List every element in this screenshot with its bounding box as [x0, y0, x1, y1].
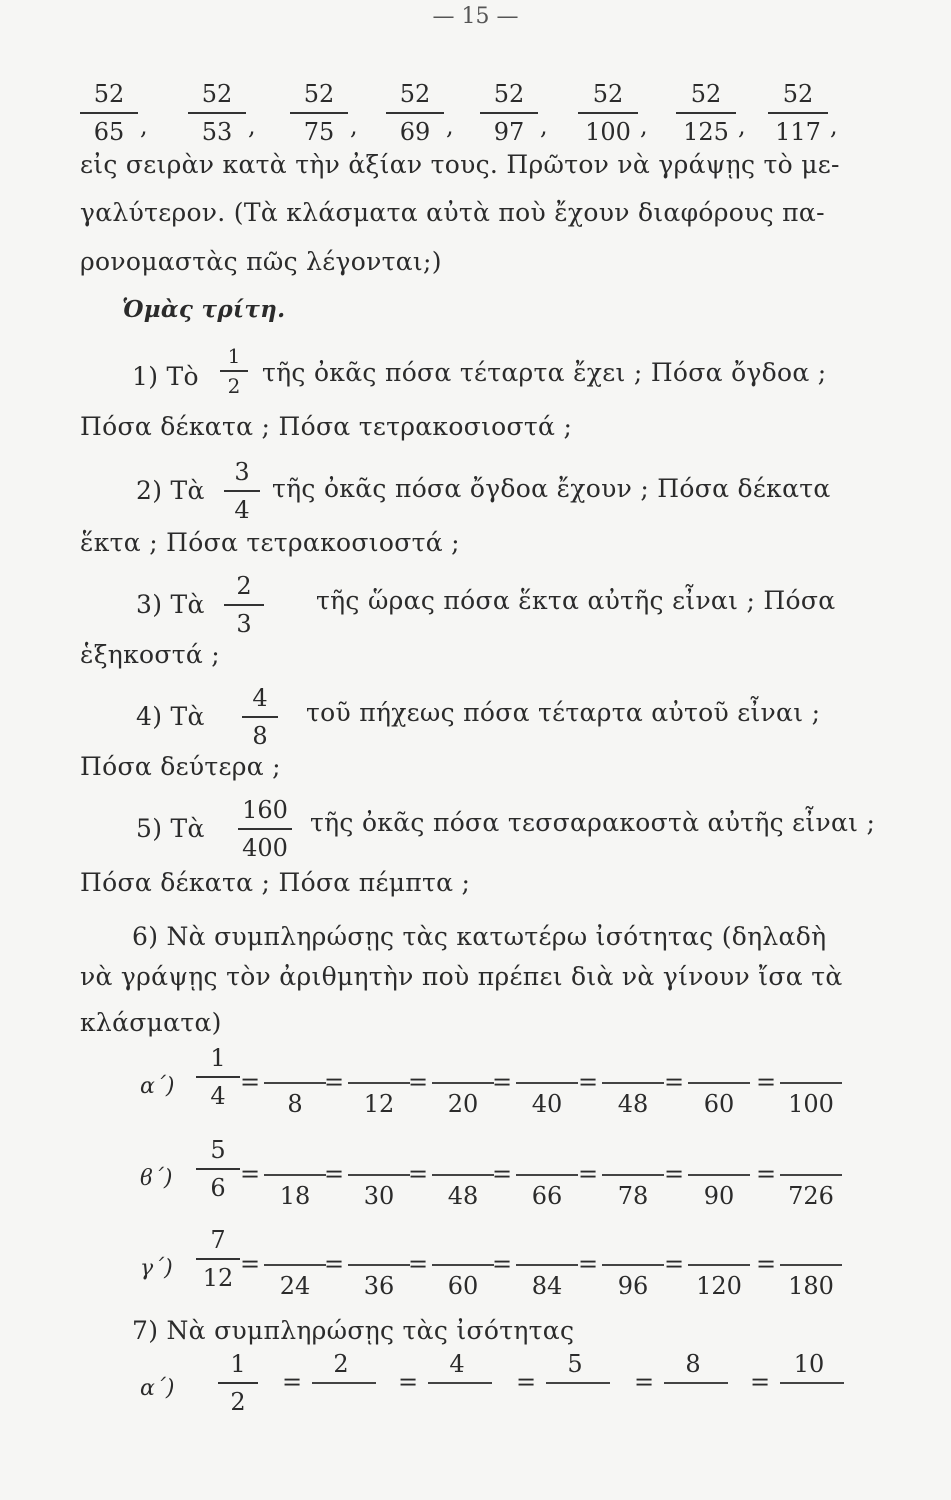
equals-sign: = [240, 1160, 261, 1188]
numerator-blank [688, 1082, 750, 1084]
denominator: 97 [493, 117, 525, 146]
numerator: 5 [210, 1136, 226, 1164]
series-fraction [188, 82, 246, 144]
numerator: 52 [399, 80, 431, 108]
series-fraction [676, 82, 736, 144]
numerator-blank [264, 1174, 326, 1176]
denominator-blank [428, 1382, 492, 1384]
series-fraction [578, 82, 638, 144]
equals-sign: = [324, 1160, 345, 1188]
denominator: 8 [252, 721, 268, 750]
equals-sign: = [756, 1068, 777, 1096]
problem-fraction [220, 346, 248, 396]
numerator: 2 [236, 572, 252, 600]
intro-line: εἰς σειρὰν κατὰ τὴν ἀξίαν τους. Πρῶτον νὰ γράψῃς τὸ με- [80, 150, 840, 179]
problem-text: τοῦ πήχεως πόσα τέταρτα αὐτοῦ εἶναι ; [306, 698, 821, 727]
given-fraction [218, 1352, 258, 1414]
numerator-blank [516, 1264, 578, 1266]
denominator: 40 [531, 1090, 563, 1118]
denominator-blank [546, 1382, 610, 1384]
denominator: 90 [703, 1182, 735, 1210]
denominator: 20 [447, 1090, 479, 1118]
numerator: 8 [685, 1350, 701, 1378]
comma: , [540, 112, 548, 140]
denominator: 180 [788, 1272, 834, 1300]
row-label: α΄) [140, 1074, 175, 1099]
equals-sign: = [578, 1250, 599, 1278]
problem-6-line: 6) Νὰ συμπληρώσῃς τὰς κατωτέρω ἰσότητας (δηλαδὴ [132, 922, 827, 951]
numerator-blank [348, 1264, 410, 1266]
numerator: 2 [333, 1350, 349, 1378]
equals-sign: = [578, 1068, 599, 1096]
problem-text: τῆς ὀκᾶς πόσα τεσσαρακοστὰ αὐτῆς εἶναι ; [310, 808, 876, 837]
problem-continuation: ἕκτα ; Πόσα τετρακοσιοστά ; [80, 528, 460, 557]
comma: , [248, 112, 256, 140]
numerator-blank [432, 1174, 494, 1176]
denominator: 3 [236, 609, 252, 638]
equals-sign: = [324, 1250, 345, 1278]
problem-continuation: Πόσα δέκατα ; Πόσα τετρακοσιοστά ; [80, 412, 573, 441]
denominator: 60 [703, 1090, 735, 1118]
equals-sign: = [240, 1250, 261, 1278]
numerator: 160 [242, 796, 288, 824]
denominator: 30 [363, 1182, 395, 1210]
denominator: 120 [696, 1272, 742, 1300]
equals-sign: = [282, 1368, 303, 1396]
comma: , [640, 112, 648, 140]
intro-line: ρονομαστὰς πῶς λέγονται;) [80, 247, 442, 276]
denominator: 4 [210, 1081, 226, 1110]
numerator-blank [780, 1264, 842, 1266]
numerator-blank [688, 1174, 750, 1176]
equals-sign: = [750, 1368, 771, 1396]
equals-sign: = [664, 1068, 685, 1096]
denominator: 12 [363, 1090, 395, 1118]
denominator: 100 [585, 117, 631, 146]
denominator: 24 [279, 1272, 311, 1300]
problem-label: 2) Τὰ [136, 476, 205, 505]
denominator: 400 [242, 833, 288, 862]
numerator: 52 [782, 80, 814, 108]
numerator: 52 [592, 80, 624, 108]
denominator: 65 [93, 117, 125, 146]
problem-text: τῆς ὀκᾶς πόσα τέταρτα ἔχει ; Πόσα ὄγδοα ; [262, 358, 827, 387]
comma: , [350, 112, 358, 140]
numerator: 52 [303, 80, 335, 108]
given-fraction [196, 1228, 240, 1290]
denominator: 117 [775, 117, 821, 146]
denominator: 69 [399, 117, 431, 146]
comma: , [738, 112, 746, 140]
numerator: 1 [230, 1350, 246, 1378]
problem-7-line: 7) Νὰ συμπληρώσῃς τὰς ἰσότητας [132, 1316, 575, 1345]
denominator: 18 [279, 1182, 311, 1210]
denominator: 12 [202, 1263, 234, 1292]
numerator: 4 [449, 1350, 465, 1378]
numerator-blank [602, 1174, 664, 1176]
series-fraction [386, 82, 444, 144]
denominator: 66 [531, 1182, 563, 1210]
numerator: 1 [227, 344, 241, 368]
equals-sign: = [634, 1368, 655, 1396]
denominator: 84 [531, 1272, 563, 1300]
equals-sign: = [492, 1160, 513, 1188]
denominator-blank [780, 1382, 844, 1384]
problem-fraction [224, 460, 260, 522]
page-number: — 15 — [432, 4, 519, 29]
numerator: 3 [234, 458, 250, 486]
denominator: 48 [617, 1090, 649, 1118]
numerator-blank [516, 1174, 578, 1176]
given-fraction [196, 1138, 240, 1200]
numerator: 52 [93, 80, 125, 108]
denominator: 36 [363, 1272, 395, 1300]
numerator-blank [264, 1264, 326, 1266]
equals-sign: = [408, 1068, 429, 1096]
equals-sign: = [492, 1250, 513, 1278]
denominator: 96 [617, 1272, 649, 1300]
denominator-blank [312, 1382, 376, 1384]
equals-sign: = [664, 1250, 685, 1278]
equals-sign: = [324, 1068, 345, 1096]
problem-6-line: κλάσματα) [80, 1008, 222, 1037]
equals-sign: = [756, 1250, 777, 1278]
equals-sign: = [664, 1160, 685, 1188]
series-fraction [480, 82, 538, 144]
series-fraction [290, 82, 348, 144]
comma: , [140, 112, 148, 140]
denominator: 4 [234, 495, 250, 524]
numerator-blank [348, 1082, 410, 1084]
numerator-blank [688, 1264, 750, 1266]
problem-text: τῆς ὥρας πόσα ἕκτα αὐτῆς εἶναι ; Πόσα [316, 586, 836, 615]
problem-label: 5) Τὰ [136, 814, 205, 843]
row-label: ϐ΄) [140, 1166, 173, 1191]
problem-continuation: ἑξηκοστά ; [80, 640, 220, 669]
equals-sign: = [516, 1368, 537, 1396]
denominator: 8 [287, 1090, 303, 1118]
numerator: 7 [210, 1226, 226, 1254]
equals-sign: = [240, 1068, 261, 1096]
row-label: γ΄) [140, 1256, 173, 1281]
problem-fraction [224, 574, 264, 636]
denominator: 78 [617, 1182, 649, 1210]
denominator: 726 [788, 1182, 834, 1210]
numerator: 52 [690, 80, 722, 108]
equals-sign: = [492, 1068, 513, 1096]
comma: , [830, 112, 838, 140]
row-label: α΄) [140, 1376, 175, 1401]
numerator-blank [516, 1082, 578, 1084]
numerator: 52 [201, 80, 233, 108]
numerator: 10 [793, 1350, 825, 1378]
numerator-blank [602, 1264, 664, 1266]
numerator-blank [432, 1082, 494, 1084]
denominator: 60 [447, 1272, 479, 1300]
numerator-blank [432, 1264, 494, 1266]
problem-6-line: νὰ γράψῃς τὸν ἀριθμητὴν ποὺ πρέπει διὰ νὰ γίνουν ἴσα τὰ [80, 962, 843, 991]
denominator: 125 [683, 117, 729, 146]
intro-line: γαλύτερον. (Τὰ κλάσματα αὐτὰ ποὺ ἔχουν διαφόρους πα- [80, 198, 825, 227]
numerator: 5 [567, 1350, 583, 1378]
problem-label: 3) Τὰ [136, 590, 205, 619]
numerator-blank [780, 1174, 842, 1176]
given-fraction [196, 1046, 240, 1108]
denominator: 6 [210, 1173, 226, 1202]
denominator: 100 [788, 1090, 834, 1118]
group-heading: Ὁμὰς τρίτη. [122, 296, 286, 323]
problem-fraction [238, 798, 292, 860]
problem-label: 4) Τὰ [136, 702, 205, 731]
equals-sign: = [408, 1250, 429, 1278]
problem-label: 1) Τὸ [132, 362, 199, 391]
series-fraction [80, 82, 138, 144]
numerator-blank [602, 1082, 664, 1084]
problem-fraction [242, 686, 278, 748]
series-fraction [768, 82, 828, 144]
denominator: 53 [201, 117, 233, 146]
equals-sign: = [398, 1368, 419, 1396]
denominator: 2 [227, 373, 241, 398]
numerator: 52 [493, 80, 525, 108]
denominator: 48 [447, 1182, 479, 1210]
denominator-blank [664, 1382, 728, 1384]
comma: , [446, 112, 454, 140]
numerator: 4 [252, 684, 268, 712]
equals-sign: = [578, 1160, 599, 1188]
numerator-blank [348, 1174, 410, 1176]
numerator-blank [264, 1082, 326, 1084]
equals-sign: = [408, 1160, 429, 1188]
denominator: 75 [303, 117, 335, 146]
equals-sign: = [756, 1160, 777, 1188]
numerator: 1 [210, 1044, 226, 1072]
problem-continuation: Πόσα δέκατα ; Πόσα πέμπτα ; [80, 868, 471, 897]
problem-text: τῆς ὀκᾶς πόσα ὄγδοα ἔχουν ; Πόσα δέκατα [272, 474, 831, 503]
denominator: 2 [230, 1387, 246, 1416]
numerator-blank [780, 1082, 842, 1084]
problem-continuation: Πόσα δεύτερα ; [80, 752, 281, 781]
